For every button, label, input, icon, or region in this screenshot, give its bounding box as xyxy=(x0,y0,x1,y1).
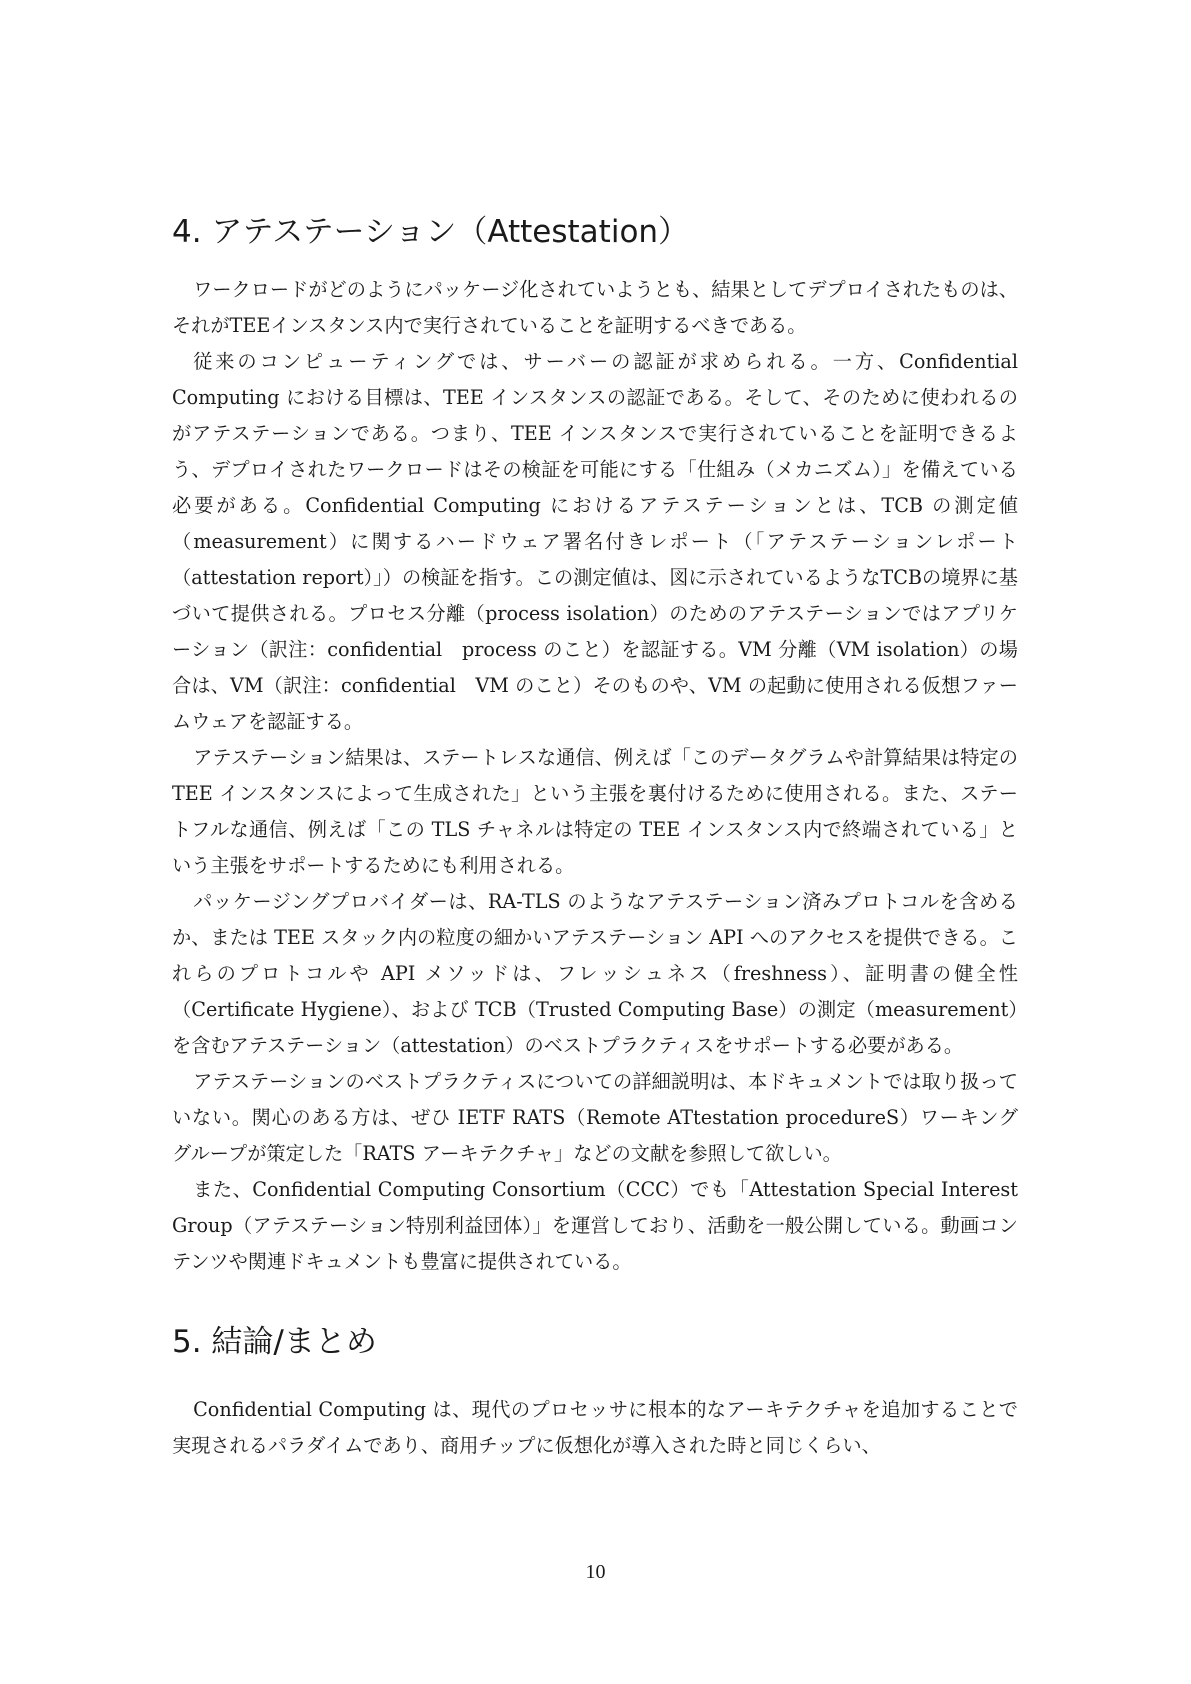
paragraph: また、Confidential Computing Consortium（CCC）でも「Attestation Special Interest Group（アテステーション特別利益団体）」を運営しており、活動を一般公開している。動画コンテンツや関連ドキュメントも豊富に提供されている。 xyxy=(172,1178,1018,1273)
page-content xyxy=(172,212,1018,1464)
section-heading-attestation: 4. アテステーション（Attestation） xyxy=(172,214,690,250)
paragraph: ワークロードがどのようにパッケージ化されていようとも、結果としてデプロイされたものは、それがTEEインスタンス内で実行されていることを証明するべきである。 xyxy=(172,278,1018,337)
section-heading-conclusion: 5. 結論/まとめ xyxy=(172,1324,377,1360)
paragraph: 従来のコンピューティングでは、サーバーの認証が求められる。一方、Confidential Computing における目標は、TEE インスタンスの認証である。そして、そのために使われるのがアテステーションである。つまり、TEE インスタンスで実行されていることを証明できるよう、デプロイされたワークロードはその検証を可能にする「仕組み（メカニズム）」を備えている必要がある。Confidential Computing におけるアテステーションとは、TCB の測定値（measurement）に関するハードウェア署名付きレポート（「アテステーションレポート（attestation report）」）の検証を指す。この測定値は、図に示されているようなTCBの境界に基づいて提供される。プロセス分離（process isolation）のためのアテステーションではアプリケーション（訳注：confidential process のこと）を認証する。VM 分離（VM isolation）の場合は、VM（訳注：confidential VM のこと）そのものや、VM の起動に使用される仮想ファームウェアを認証する。 xyxy=(172,350,1018,733)
paragraph: アテステーションのベストプラクティスについての詳細説明は、本ドキュメントでは取り扱っていない。関心のある方は、ぜひ IETF RATS（Remote ATtestation procedureS）ワーキンググループが策定した「RATS アーキテクチャ」などの文献を参照して欲しい。 xyxy=(172,1070,1018,1165)
paragraph: Confidential Computing は、現代のプロセッサに根本的なアーキテクチャを追加することで実現されるパラダイムであり、商用チップに仮想化が導入された時と同じくらい、 xyxy=(172,1398,1018,1457)
page-number: 10 xyxy=(585,1561,606,1583)
paragraph: アテステーション結果は、ステートレスな通信、例えば「このデータグラムや計算結果は特定の TEE インスタンスによって生成された」という主張を裏付けるために使用される。また、ステートフルな通信、例えば「この TLS チャネルは特定の TEE インスタンス内で終端されている」という主張をサポートするためにも利用される。 xyxy=(172,746,1018,877)
paragraph: パッケージングプロバイダーは、RA-TLS のようなアテステーション済みプロトコルを含めるか、または TEE スタック内の粒度の細かいアテステーション API へのアクセスを提供できる。これらのプロトコルや API メソッドは、フレッシュネス（freshness）、証明書の健全性（Certificate Hygiene）、および TCB（Trusted Computing Base）の測定（measurement）を含むアテステーション（attestation）のベストプラクティスをサポートする必要がある。 xyxy=(172,890,1018,1057)
